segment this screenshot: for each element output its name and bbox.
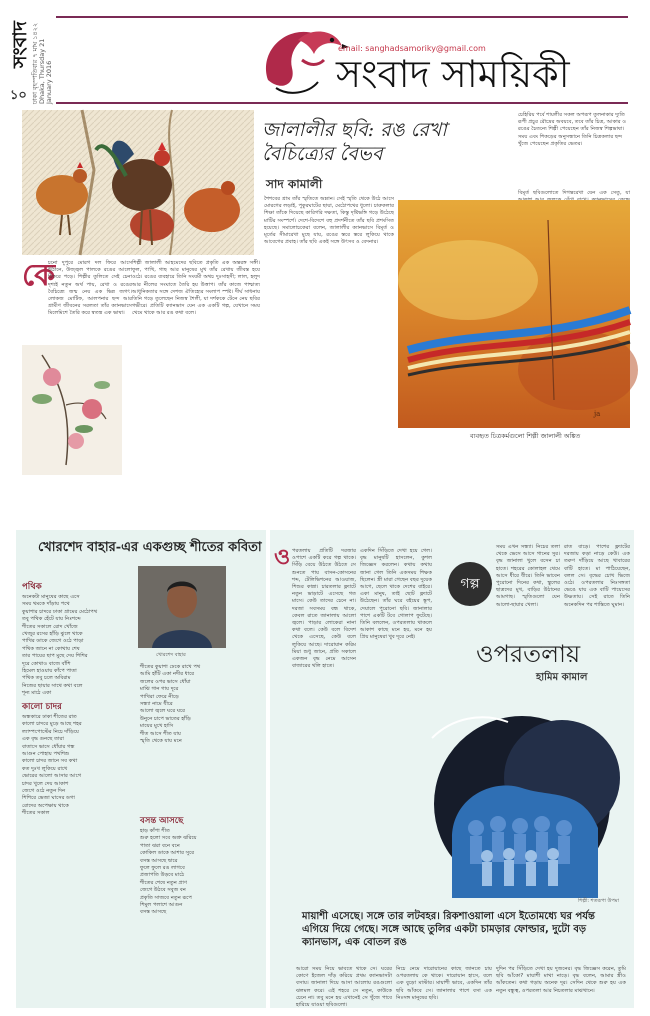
poem-line: অন্ধকারে ঢাকা শীতের রাত [22,714,77,720]
feature-col3: শৈশবের গ্রাম তাঁর স্মৃতিতে অম্লান। সেই স্মৃতি থেকে উঠে আসে মোরগের লড়াই, পুকুরঘাটের ছায়া, মেঠোপথের ধুলো। চারুকলার শিক্ষা তাঁকে দিয়েছে কারিগরি দক্ষতা, কিন্তু দৃষ্টিভঙ্গি গড়ে উঠেছে মাটির সংস্পর্শে। দেশে-বিদেশে বহু প্রদর্শনীতে তাঁর ছবি প্রশংসিত হয়েছে। সমালোচকেরা বলেন, জালালীর ক্যানভাসে বিমূর্ত ও মূর্তের সীমারেখা মুছে যায়, রঙের স্তরে স্তরে লুকিয়ে থাকে আবেগের প্রবাহ। তাঁর ছবি একই সঙ্গে উৎসব ও বেদনার। [264,196,394,246]
poem3-lines [140,664,260,745]
poet-photo [138,566,226,648]
story-illustration [412,708,630,898]
poem-line: শীত আসে শীত যায় [140,730,181,737]
page-number: ১০ [10,88,27,103]
issue-date-en: Dhaka, Thursday 21 January 2016 [38,38,53,104]
story-col7: দুদিন পর সিঁড়িতে দেখা হয় দুজনের। বৃদ্ধ জিজ্ঞেস করেন, তুমি ছবি আঁকো? মায়াশী মাথা নাড়ে। বৃদ্ধ বলেন, আমার স্ত্রীও আঁকতেন। কথা গড়ায় অনেক দূর। সেদিন থেকে শুরু হয় এক নতুন বন্ধুত্ব, ওপরতলা আর নিচতলার মাঝখানে। [496,966,626,994]
poem-line: শিশিরে ভেজা ঘাসের ডগা [22,795,75,802]
abstract-painting [398,200,630,428]
genre-badge: গল্প [448,562,492,606]
feature-dropcap: কে [22,258,56,293]
poem-line: ভোরের আলো আসার আগে [22,773,82,780]
poem-line: জেগে ওঠে নতুন দিন [22,788,66,795]
poem-line: চাদর খুলে দেয় আকাশ [22,780,69,787]
poem-line: কোকিল ডাকে আশার সুরে [140,850,195,857]
poem-line: শীতের কুয়াশা ঢেকে রাখে পথ [140,664,201,670]
poem-line: জেগে উঠবে সবুজ বন [140,887,186,894]
art-caption: ব্যবহৃত চিত্রকর্মগুলো শিল্পী জালালী অঙ্কিত [470,432,581,440]
story-col2: একদিন সিঁড়িতে দেখা হয়ে গেল। বৃদ্ধ মানুষটি হাসলেন, কুশল জিজ্ঞেস করলেন। কথায় কথায় জানা গেল তিনি একসময় শিক্ষক ছিলেন। স্ত্রী মারা গেছেন বছর দুয়েক আগে, ছেলে থাকে দেশের বাইরে। একা মানুষ, তাই ছোট ফ্ল্যাটে উঠেছেন। তাঁর ঘরে বইয়ের স্তূপ, দেয়ালে পুরোনো ছবি। জানালার পাশে একটি টবে গোলাপ ফুটেছে। তিনি বললেন, ওপরতলায় থাকলে আকাশ কাছে মনে হয়, মনে হয় প্রিয় মানুষেরা খুব দূরে নেই। [360,548,432,641]
story-col5: আরো সময় নিয়ে ভাবতে থাকে সে। ঘরের কোণে ইজেল দাঁড় করিয়ে প্রথম ক্যানভাসটা বসায়। জানালা দিয়ে আসা আলোয় রঙগুলো ঝলমল করে। এই শহরে সে নতুন, কাউকে চেনে না। তবু মনে হয় এখানেই সে খুঁজে পাবে হারিয়ে যাওয়া ছবিগুলো। [296,966,392,1009]
flower-painting [22,345,122,475]
poem-line: কালো চাদর জানে সব কথা [22,758,78,765]
poem-line: স্মৃতি থেকে যায় মনে [140,738,182,745]
poem-line: কত দুঃখ লুকিয়ে রাখে [22,765,68,772]
story-col4: রাত বাড়ে। পাশের ফ্ল্যাটের দরজায় কড়া নাড়ে কেউ। এক তরুণ দাঁড়িয়ে আছে খাবারের বাটি হাতে। মা পাঠিয়েছেন, বলল সে। বৃদ্ধের চোখ ভিজে ওঠে। ওপরতলার নিঃসঙ্গতা ভেঙে যায় এক বাটি পায়েসের উষ্ণতায়। সেই রাতে তিনি অনেকদিন পর শান্তিতে ঘুমান। [564,544,630,608]
poem-line: শীতের সকালে রোদ খোঁজে [22,623,78,630]
poem-line: হাড় কাঁপা শীত [140,828,170,834]
poem-line: পথিক তবু চলে অবিরাম [22,675,71,682]
feature-intro: চেহিরিয় পর্বে শায়লীর সকল অপরূপ তুলনাকার দ্যুতি রূপী প্রচুর রৌদ্রের অবয়বে, তবে তাঁর চিত্র, আকার ও রঙের চৈতন্যে শিল্পী পেয়েছেন তাঁর নিজস্ব শিল্পভাষা। সময় এবং শিকড়ের অনুসন্ধানে তিনি চিত্রকলার ছন্দ খুঁজে পেয়েছেন প্রকৃতির ভেতর। [518,112,627,147]
story-lede: মায়াশী এসেছে। সঙ্গে তার লটবহর। রিকশাওয়ালা এসে ইতোমধ্যে ঘর পর্যন্ত এগিয়ে দিয়ে গেছে। সঙ্গে আছে তুলির একটা চামড়ার ফোল্ডার, দুটো বড় ক্যানভাস, এক বোতল রঙ [302,911,595,948]
masthead-title: সংবাদ সাময়িকী [336,52,570,96]
poem-line: আগুন পোহায় পথশিশু [22,751,70,758]
feature-col1: চনো দুপুরে মোরগ দল ফিরে আসে উঠানে, উজ্জ্বল পালকে রঙের আলো ঠিকরে পড়ে। শিল্পীর তুলিতে সেই চেনা দৃশ্যই নতুন অর্থ পায়, রেখা ও রঙের বৈচিত্র্যে জন্ম নেয় এক ভিন্ন জগৎ। লোকজ মোটিফ, আলপনার ছন্দ আর গ্রামীণ জীবনের সরলতা তাঁর ক্যানভাসে মিলেমিশে তৈরি করে স্বতন্ত্র এক ভাষা। [48,260,132,317]
poem-line: এক বৃদ্ধ গুনছে তারা [22,736,64,743]
poem-line: নিজের ছায়ার সাথে কথা বলে [22,682,83,689]
poem-line: শীতের শেষে নতুন প্রাণ [140,879,188,886]
rooster-painting [22,110,254,255]
poem4-lines [140,828,260,917]
poem-line: তবু পথিক হেঁটে যায় নিঃশব্দে [22,616,81,623]
story-col6: নিচে নেমে দারোয়ানের কাছে জানতে চায় ওপরতলায় কে থাকে। দারোয়ান হাসে, বলে এক বুড়ো মাস্টার। মায়াশী ভাবে, একদিন তাঁর ছবি আঁকবে সে। জানালার পাশে বসা এক নিঃসঙ্গ মানুষের ছবি। [396,966,492,1001]
poet-caption: খোরশেদ বাহার [156,652,186,658]
poems-section-title: খোরশেদ বাহার-এর একগুচ্ছ শীতের কবিতা [38,540,262,555]
masthead-rule-top [56,16,628,18]
poem-line: প্রজাপতি উড়বে মাঠে [140,872,185,879]
poem-line: পাতা ঝরা বনে বনে [140,842,180,849]
story-col1: পরতলায় প্রতিটি দরজার ওপাশে একটি করে গল্প থাকে। সিঁড়ি বেয়ে উঠতে উঠতে সে শুনতে পায় বাসন-কোসনের শব্দ, টেলিভিশনের আওয়াজ, শিশুর কান্না। চারতলার ফ্ল্যাটে নতুন ভাড়াটে এসেছে গত মাসে। কেউ তাদের চেনে না। দরজা সবসময় বন্ধ থাকে, কেবল রাতে জানালায় আলো জ্বলে। পাড়ার লোকেরা নানা কথা বলে। কেউ বলে বিদেশ থেকে এসেছে, কেউ বলে লুকিয়ে আছে। দারোয়ান করিম মিয়া শুধু জানে, প্রতি সকালে একজন বৃদ্ধ নেমে আসেন বাজারের থলি হাতে। [292,548,356,670]
poem-line: কালো চাদরে মুড়ে আছে শহর [22,721,82,728]
story-col3: সময় এখন সন্ধ্যা। নিচের তলা থেকে ভেসে আসে গানের সুর। বৃদ্ধ জানালা খুলে বসেন চা হাতে। শহরের কোলাহল থেমে আসে ধীরে ধীরে। তিনি ভাবেন পুরোনো দিনের কথা, স্কুলের ছাত্রদের মুখ, বাড়ির উঠানের আমগাছ। স্মৃতিগুলো যেন আলো-ছায়ার খেলা। [496,544,560,608]
poem-line: কুয়াশার চাদরে ঢাকা গ্রামের মেঠোপথ [22,608,98,615]
poem-line: দূরে কোথাও বাজে বাঁশি [22,660,71,667]
poem-line: ফুলে ফুলে রঙ লাগবে [140,865,185,872]
masthead-rule-bottom [56,102,628,104]
poem1-title: পথিক [22,582,42,592]
issue-date-bn: ঢাকা বৃহস্পতিবার ৭ মাঘ ১৪২২ [31,22,39,104]
poem-line: খেজুর রসের হাঁড়ি ঝুলে থাকে [22,631,83,638]
poem-line: মায়ের মুখে হাসি [140,723,174,730]
side-brand: সংবাদ [9,21,31,68]
poem-line: পথিক জানে না কোথায় শেষ [22,645,80,652]
svg-text:ja: ja [594,410,601,418]
feature-col2: শিল্পী জালালী আহমেদের ছবিতে প্রকৃতি এক অন্তরঙ্গ সঙ্গী। ফুল, পাখি, গাছ আর মানুষের মুখ তাঁর রেখায় জীবন্ত হয়ে ওঠে। রঙের ব্যবহারে তিনি সংযমী অথচ দুঃসাহসী; লাল, হলুদ আর নীলের সংঘাতে তৈরি হয় উত্তাপ। তাঁর কাজে পাশ্চাত্য আধুনিকতার সঙ্গে দেশজ ঐতিহ্যের সংলাপ স্পষ্ট। দীর্ঘ সাধনায় তিনি গড়ে তুলেছেন নিজস্ব শৈলী, যা দর্শককে টেনে নেয় ছবির গভীরে। প্রতিটি ক্যানভাস যেন এক একটি গল্প, যেখানে সময় থেমে থাকে আর রঙ কথা বলে। [132,260,260,317]
issue-date [31,12,53,104]
poem-line: উনুনে চাপে ভাতের হাঁড়ি [140,715,191,722]
poem-line: পাখিরা ফেরে নীড়ে [140,693,179,700]
story-title: ওপরতলায় [476,640,581,668]
poem-line: শীতের সকাল [22,810,50,817]
poem-line: শূন্য মাঠে একা [22,690,52,697]
story-author: হামিম কামাল [536,672,588,683]
poem-line: অনেকটা মানুষের কাছে এসে [22,594,80,600]
poem-line: আমি হাঁটি একা নদীর ধারে [140,671,195,678]
poem2-title: কালো চাদর [22,702,62,712]
poem2-lines [22,714,134,818]
poem-line: শুরু হলো সবে অশ্রু ঝরিয়ে [140,835,197,842]
poem-line: জলের ওপর ভাসে ধোঁয়া [140,678,191,685]
feature-col4: বিমূর্ত ছবিগুলোতে দিগন্তরেখা যেন এক সেতু, যা [518,190,630,196]
poem1-lines [22,594,134,698]
poem-line: হিমেল হাওয়ায় কাঁপে পাতা [22,668,77,675]
poem-line: সন্ধ্যা নামে ধীরে [140,701,173,708]
poem-line: পাখির ডাকে জেগে ওঠে পাড়া [22,638,84,645]
poem-line: তার পায়ের ছাপ মুছে দেয় শিশির [22,653,88,660]
poem-line: রোদের অপেক্ষায় থাকে [22,802,69,809]
masthead-email: email: sanghadsamoriky@gmail.com [338,44,486,53]
poem4-title: বসন্ত আসছে [140,816,184,826]
poem-line: প্রকৃতি সাজবে নতুন রূপে [140,894,192,901]
poem-line: সময় থমকে দাঁড়ায় পথে [22,601,70,608]
poem-line: বসন্ত আসছে দ্বারে [140,857,178,864]
feature-title: জালালীর ছবি: রঙ রেখা বৈচিত্র্যের বৈভব [262,119,447,165]
poem-line: বসন্ত আসছে [140,909,167,916]
poem-line: শিমুল পলাশে আগুন [140,902,183,909]
feature-author: সাদ কামালী [266,177,323,191]
story-dropcap: ও [274,544,291,570]
poem-line: আলো জ্বলে ঘরে ঘরে [140,708,185,715]
poem-line: ল্যাম্পপোস্টের নিচে দাঁড়িয়ে [22,728,79,735]
poem-line: বাতাসে ভাসে ধোঁয়ার গন্ধ [22,743,75,750]
story-art-caption: শিল্পী: শতরূপা উপমা [578,898,619,904]
poem-line: মাঝি গান গায় দূরে [140,686,179,693]
